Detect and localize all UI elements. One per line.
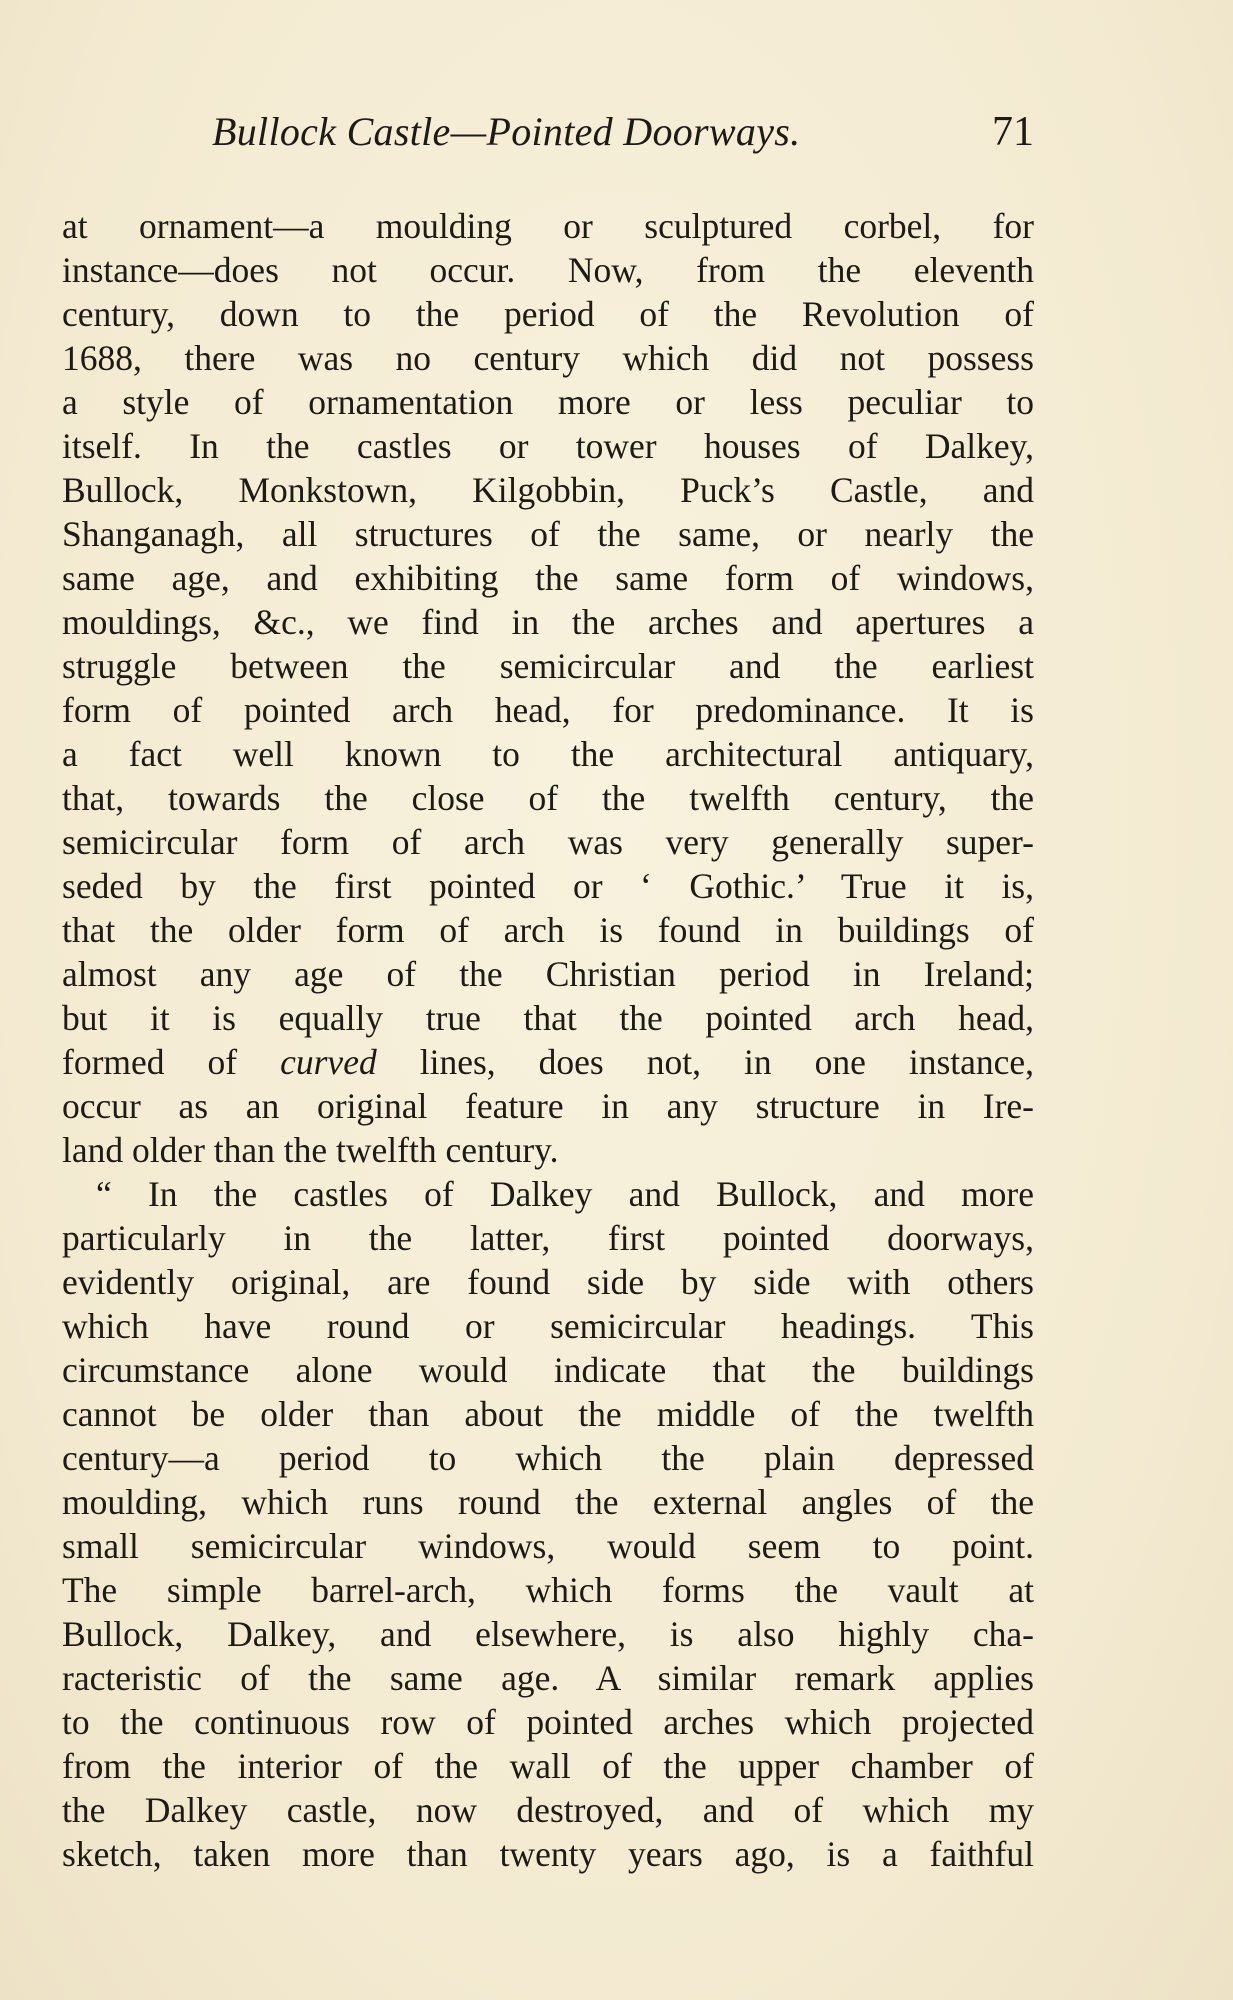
text-fragment: formed of <box>62 1042 238 1082</box>
text-line: struggle between the semicircular and the earliest <box>62 646 1034 686</box>
text-line: circumstance alone would indicate that the buildings <box>62 1350 1034 1390</box>
page-number: 71 <box>992 109 1034 155</box>
text-line: a fact well known to the architectural antiquary, <box>62 734 1034 774</box>
text-line: 1688, there was no century which did not possess <box>62 338 1034 378</box>
text-line: sketch, taken more than twenty years ago, is a faithful <box>62 1834 1034 1874</box>
text-line: moulding, which runs round the external angles of the <box>62 1482 1034 1522</box>
text-line: cannot be older than about the middle of the twelfth <box>62 1394 1034 1434</box>
text-line: that, towards the close of the twelfth century, the <box>62 778 1034 818</box>
text-line: small semicircular windows, would seem to point. <box>62 1526 1034 1566</box>
paragraph-start-line: “ In the castles of Dalkey and Bullock, and more <box>96 1174 1034 1214</box>
body-text <box>62 204 1034 1876</box>
running-title: Bullock Castle—Pointed Doorways. <box>212 109 801 154</box>
text-line: same age, and exhibiting the same form of windows, <box>62 558 1034 598</box>
text-line: which have round or semicircular headings. This <box>62 1306 1034 1346</box>
text-line: the Dalkey castle, now destroyed, and of which my <box>62 1790 1034 1830</box>
text-line: but it is equally true that the pointed arch head, <box>62 998 1034 1038</box>
text-line: century, down to the period of the Revolution of <box>62 294 1034 334</box>
text-fragment: lines, does not, in one instance, <box>419 1042 1035 1082</box>
text-line: almost any age of the Christian period in Ireland; <box>62 954 1034 994</box>
text-line: occur as an original feature in any structure in Ire- <box>62 1086 1034 1126</box>
text-line: seded by the first pointed or ‘ Gothic.’ True it is, <box>62 866 1034 906</box>
paragraph-end-line: land older than the twelfth century. <box>62 1130 559 1170</box>
text-line: instance—does not occur. Now, from the eleventh <box>62 250 1034 290</box>
text-line: racteristic of the same age. A similar remark applies <box>62 1658 1034 1698</box>
text-line-with-italic <box>62 1040 1034 1084</box>
text-line: semicircular form of arch was very generally super- <box>62 822 1034 862</box>
text-line: Shanganagh, all structures of the same, or nearly the <box>62 514 1034 554</box>
text-line: that the older form of arch is found in buildings of <box>62 910 1034 950</box>
text-line: century—a period to which the plain depressed <box>62 1438 1034 1478</box>
text-line: mouldings, &c., we find in the arches and apertures a <box>62 602 1034 642</box>
text-line: The simple barrel-arch, which forms the vault at <box>62 1570 1034 1610</box>
text-line: from the interior of the wall of the upper chamber of <box>62 1746 1034 1786</box>
italic-word: curved <box>280 1042 377 1082</box>
text-line: a style of ornamentation more or less peculiar to <box>62 382 1034 422</box>
text-line: particularly in the latter, first pointed doorways, <box>62 1218 1034 1258</box>
text-line: itself. In the castles or tower houses of Dalkey, <box>62 426 1034 466</box>
text-line: Bullock, Monkstown, Kilgobbin, Puck’s Castle, and <box>62 470 1034 510</box>
text-line: form of pointed arch head, for predominance. It is <box>62 690 1034 730</box>
text-line: to the continuous row of pointed arches which projected <box>62 1702 1034 1742</box>
text-line: at ornament—a moulding or sculptured corbel, for <box>62 206 1034 246</box>
text-line: Bullock, Dalkey, and elsewhere, is also highly cha- <box>62 1614 1034 1654</box>
running-head <box>62 108 1034 168</box>
text-line: evidently original, are found side by side with others <box>62 1262 1034 1302</box>
